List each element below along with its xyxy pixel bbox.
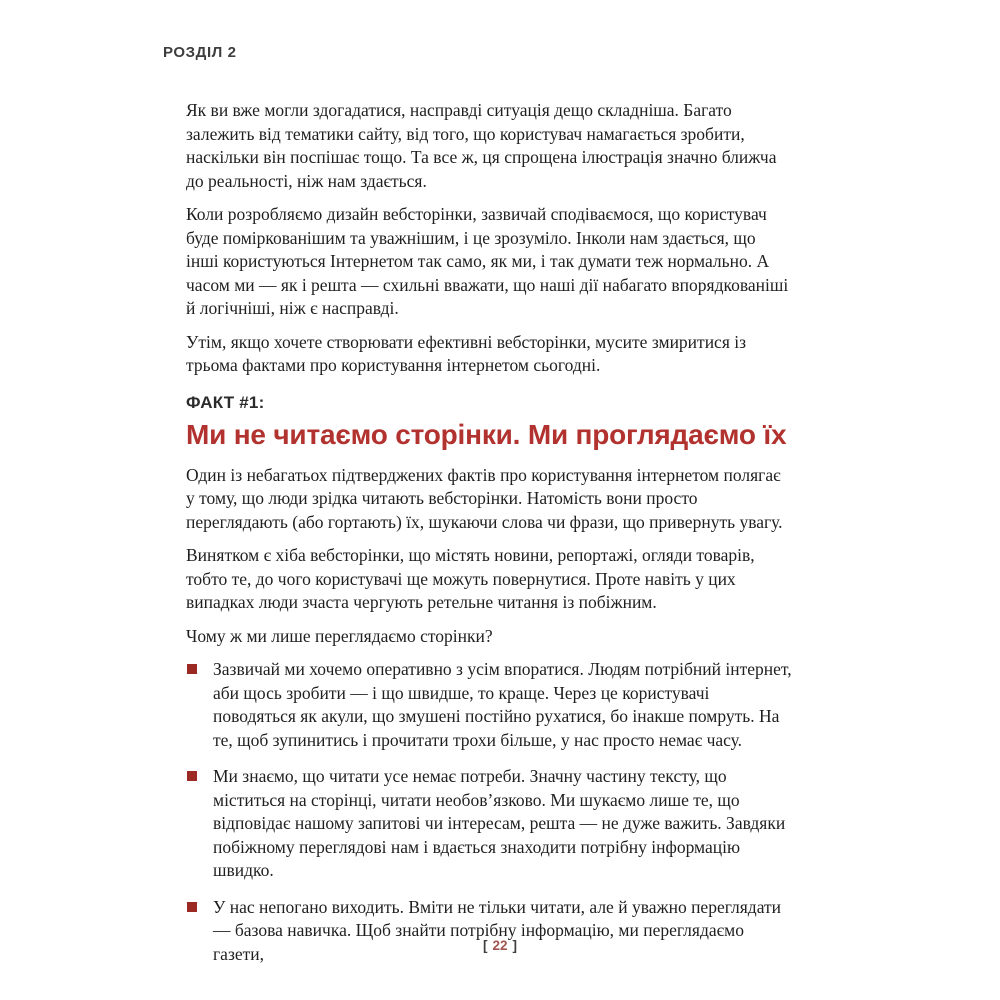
list-item (186, 765, 792, 883)
bullet-square-icon (187, 902, 197, 912)
body-paragraph-3: Чому ж ми лише переглядаємо сторінки? (186, 625, 493, 646)
list-item-text: У нас непогано виходить. Вміти не тільки читати, але й уважно переглядати — базова навичка. Щоб знайти потрібну інформацію, ми переглядаємо газети, (213, 896, 782, 964)
fact-list (186, 658, 792, 966)
running-head: РОЗДІЛ 2 (163, 44, 237, 61)
intro-paragraph-1: Як ви вже могли здогадатися, насправді ситуація дещо складніша. Багато залежить від тематики сайту, від того, що користувач намагається зробити, наскільки він поспішає тощо. Та все ж, ця спрощена ілюстрація значно ближча до реальності, ніж нам здається. (186, 100, 777, 191)
page-content (186, 99, 792, 979)
body-paragraph-1: Один із небагатьох підтверджених фактів про користування інтернетом полягає у тому, що люди зрідка читають вебсторінки. Натомість вони просто переглядають (або гортають) їх, шукаючи слова чи фрази, що привернуть увагу. (186, 464, 783, 532)
intro-paragraph-2: Коли розробляємо дизайн вебсторінки, зазвичай сподіваємося, що користувач буде поміркованішим та уважнішим, і це зрозуміло. Інколи нам здається, що інші користуються Інтернетом так само, як ми, і так думати теж нормально. А часом ми — як і решта — схильні вважати, що наші дії набагато впорядкованіші й логічніші, ніж є насправді. (186, 204, 789, 318)
page-footer (0, 938, 1000, 953)
body-paragraph-2: Винятком є хіба вебсторінки, що містять новини, репортажі, огляди товарів, тобто те, до чого користувачі ще можуть повернутися. Проте навіть у цих випадках люди зчаста чергують ретельне читання із побіжним. (186, 545, 755, 612)
footer-bracket-left: [ (482, 938, 488, 953)
list-item-text: Ми знаємо, що читати усе немає потреби. Значну частину тексту, що міститься на сторінці, читати необов’язково. Ми шукаємо лише те, що відповідає нашому запитові чи інтересам, решта — не дуже важить. Завдяки побіжному переглядові нам і вдається знаходити потрібну інформацію швидко. (213, 766, 786, 880)
list-item (186, 658, 792, 752)
list-item (186, 896, 792, 967)
intro-paragraph-3: Утім, якщо хочете створювати ефективні вебсторінки, мусите змиритися із трьома фактами про користування інтернетом сьогодні. (186, 331, 747, 375)
list-item-text: Зазвичай ми хочемо оперативно з усім впоратися. Людям потрібний інтернет, аби щось зробити — і що швидше, то краще. Через це користувачі поводяться як акули, що змушені постійно рухатися, бо інакше помруть. На те, щоб зупинитись і прочитати трохи більше, у нас просто немає часу. (213, 659, 792, 750)
footer-bracket-right: ] (512, 938, 518, 953)
bullet-square-icon (187, 664, 197, 674)
fact-heading: Ми не читаємо сторінки. Ми проглядаємо їх (186, 418, 787, 450)
bullet-square-icon (187, 771, 197, 781)
fact-label: ФАКТ #1: (186, 392, 265, 412)
page-number: 22 (492, 938, 508, 953)
